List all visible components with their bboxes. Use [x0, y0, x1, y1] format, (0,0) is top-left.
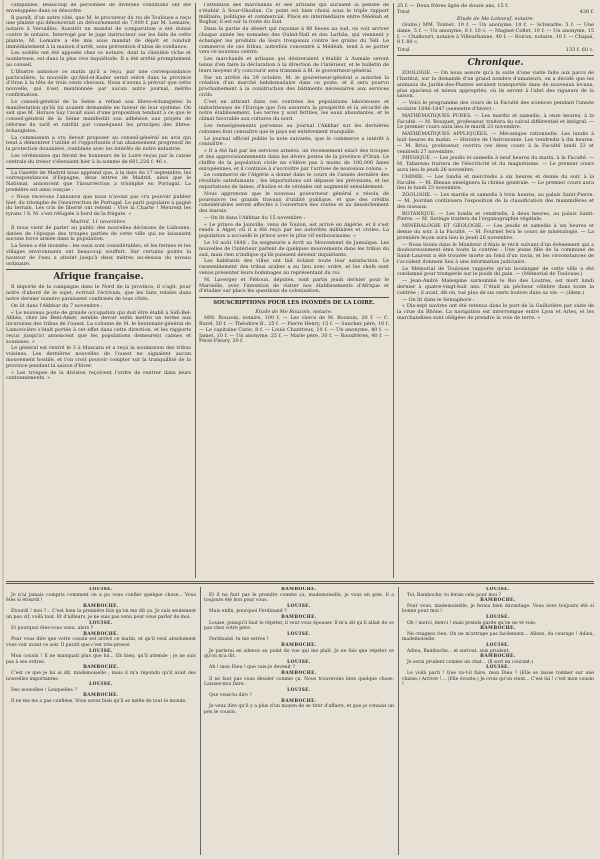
article-paragraph: MATHÉMATIQUES PURES. — Les mardis et samedis, à onze heures, à la Faculté. — M. Bouquet, professeur, traitera du calcul différentiel et intégral. — Le premier cours aura lieu le mardi 23 novembre.: [397, 112, 594, 131]
column-rule: [195, 3, 196, 578]
dialogue-line: Et pourquoi êtes-vous venu, alors ?: [11, 626, 94, 632]
divider: [199, 297, 389, 298]
speaker-name: LOUISE.: [486, 587, 510, 592]
subscription-list: MM. Rouzoin, notaire, 100 f. — Les clercs de M. Rouzoin, 20 f. — C. Burel, 50 f. — Théodore B., 25 f. — Pierre Henry, 15 f. — Sanchez père, 10 f. — Le capitaine Carie, 8 f. — Louis Chantreux, 10 f. — Un anonyme, 40 f. — Jamet, 10 f. — Un anonyme, 25 f. — Marie père, 30 f. — Rouxfrères, 40 f. — Pérat-Fleury, 20 f.: [199, 315, 389, 345]
article-paragraph: « Il a été fait par les services armées, un recensement exact des troupes et des approvisionnements dans les divers postes de la province d'Oran. Le chiffre de la population civile ne s'élève pas à moins de 100,000 âmes européennes, et il continue à s'accroître par l'arrivée de nouveaux colons. »: [199, 148, 389, 172]
speaker-name: BAMBOCHE.: [480, 654, 516, 660]
speaker-name: BAMBOCHE.: [281, 614, 317, 620]
dialogue-line: Il ne faut pas vous désoler comme ça. Nous trouverons bien quelque chose. Laissez-moi faire.: [204, 676, 394, 688]
article-paragraph: On lit dans l'Akhbar du 7 novembre :: [11, 302, 103, 309]
column-3: [397, 3, 594, 578]
article-paragraph: l'attention des marchands et des artisans qui auraient la pensée de s'établir à Sour-Ghozlan. Ce point est bien choisi sous le triple rapport militaire, politique et commercial. Placé en intermédiaire entre Médéah et Boghar, il est sur la route du Sud.: [199, 3, 389, 26]
article-paragraph: La commission a cru devoir proposer au conseil-général un avis qui tend à démontrer l'utilité et l'opportunité d'un abaissement progressif de la protection douanière, combinée avec les intérêts de notre industrie.: [6, 134, 191, 153]
article-paragraph: Par un arrêté du 29 octobre, M. le gouverneur-général a autorisé la création d'un marché hebdomadaire dans ce poste, et il sera pourvu prochainement à la construction des bâtiments nécessaires aux services civils.: [199, 74, 389, 98]
speaker-name: LOUISE.: [287, 631, 311, 637]
article-paragraph: — Voici le programme des cours de la Faculté des sciences pendant l'année scolaire 1846-1847 (semestre d'hiver) :: [397, 100, 594, 112]
article-paragraph: CHIMIE. — Les lundis et mercredis à six heures et demie du soir, à la Faculté. — M. Bineau enseignera la chimie générale. — Le premier cours aura lieu le lundi 23 novembre.: [397, 173, 594, 192]
dialogue-line: Je veux dire qu'il y a plus d'un moyen de se tirer d'affaire, et que je connais un peu le cousin.: [204, 704, 394, 716]
column-rule: [398, 587, 399, 855]
speaker-name: LOUISE.: [287, 687, 311, 693]
article-paragraph: « Les troupes de la division reçoivent l'ordre de rentrer dans leurs cantonnements. »: [6, 369, 191, 382]
article-paragraph: Les scellés ont été apposés chez ce notaire, dont la clientèle riche et nombreuse, est dans la plus vive inquiétude. Il a été arrêté promptement au conseil.: [6, 50, 191, 68]
dialogue-line: Et il ne faut pas le prendre comme ça, mademoiselle, je vous en prie. Il a toujours été bon pour vous.: [204, 592, 394, 604]
dialogue-line: Mon cousin ! Il ne manquait plus que lui... Eh bien, qu'il attende ; je ne suis pas à ses ordres.: [6, 654, 196, 665]
dialogue-line: Louise, puisqu'il faut le répéter, il veut vous épouser. Il m'a dit qu'il allait de ce pas chez votre père.: [204, 620, 394, 632]
speaker-name: LOUISE.: [89, 648, 113, 654]
speaker-name: LOUISE.: [486, 614, 510, 620]
feuilleton-column-3: [402, 587, 594, 855]
speaker-name: BAMBOCHE.: [83, 631, 119, 637]
feuilleton-rule: [6, 583, 594, 584]
subscription-list-2: (Suite.) MM. Tonnet, 10 f. — Un anonyme, 10 f. — Schwarbe, 5 f. — Une dame, 5 f. — Un anonyme, 6 f. 10 c. — Magnet-Collet, 10 f. — Un anonyme, 15 f. — Chalbourt, notaire à Villeurbanne, 40 f. — Boiron, notaire, 10 f. — Chapaï, 8 f. 80 c.: [397, 22, 594, 46]
dialogue-line: Toi, Bamboche, tu ferais cela pour moi ?: [407, 592, 501, 598]
speaker-name: LOUISE.: [89, 587, 113, 592]
dialogue-line: Étourdi ! moi ?... C'est bien la première fois qu'on me dit ça. Je suis seulement un peu vif, voilà tout. Et d'ailleurs, je ne suis pas venu pour vous parler de moi.: [6, 609, 196, 620]
dialogue-line: Il ne me les a pas confiées. Vous savez bien qu'il se méfie de tout le monde.: [11, 698, 187, 704]
dialogue-line: Pour vous dire que votre cousin est arrivé ce matin, et qu'il veut absolument vous voir avant ce soir. Il paraît que c'est très-pressé.: [6, 637, 196, 648]
article-paragraph: — Jean-André Malespine surnommé le Roi des Loutres, est mort lundi dernier à quatre-vingt-huit ans. C'était un pêcheur célèbre dans toute la contrée ; il avait, dit-on, tué plus de six cents loutres dans sa vie. — (Idem.): [397, 278, 594, 296]
speaker-name: BAMBOCHE.: [281, 670, 317, 676]
article-paragraph: Le commerce de l'Algérie a donné dans le cours de l'année dernière des résultats satisfaisants ; les importations ont dépassé les prévisions, et les exportations de laines, d'huiles et de céréales ont augmenté sensiblement.: [199, 172, 389, 190]
column-rule: [200, 587, 201, 855]
article-paragraph: Les renseignements parvenus au journal l'Akhbar sur les dernières colonnes font connaître que le pays est entièrement tranquille.: [199, 122, 389, 135]
article-paragraph: Le 10 août 1848 : Sa seigneurie a écrit au Mouvement de Jamaïque. Les nouvelles de l'intérieur parlent de quelques mouvements dans les tribus du sud, mais rien n'indique qu'ils puissent devenir inquiétants.: [199, 240, 389, 258]
speaker-name: BAMBOCHE.: [281, 698, 317, 704]
feuilleton-rule: [6, 581, 594, 582]
speaker-name: BAMBOCHE.: [281, 642, 317, 648]
subscription-title: SOUSCRIPTIONS POUR LES INONDÉS DE LA LOIRE.: [213, 300, 375, 307]
dialogue-line: Que veux-tu dire ?: [209, 693, 252, 699]
article-paragraph: Le conseil-général de la Seine a refusé aux libres-échangistes la manifestation qu'ils lui avaient demandée en faveur de leur système. On sait que M. Horace Say l'avait saisi d'une proposition tendant à ce que le conseil-général de la Seine manifestât son adhésion aux projets de réforme du tarif et ratifiât par conséquent les principes des libres-échangistes.: [6, 98, 191, 134]
article-paragraph: campables. Beaucoup de personnes de diverses conditions ont été enveloppées dans ce désordre.: [6, 3, 191, 14]
speaker-name: LOUISE.: [287, 603, 311, 609]
speaker-name: BAMBOCHE.: [83, 603, 119, 609]
article-paragraph: Le Mémorial de Toulouse rapporte qu'un boulanger de cette ville a été condamné pour tromperie sur le poids du pain. — (Mémorial de Toulouse.): [397, 265, 594, 278]
feuilleton-column-1: [6, 587, 196, 855]
article-paragraph: Les marchands et artisans qui désireraient s'établir à Aumale seront tenus d'en faire la déclaration à la direction de l'intérieur, et le bulletin de leurs moyens d'y concourir sera transmis à M. le gouverneur-général.: [199, 56, 389, 74]
speaker-name: LOUISE.: [287, 659, 311, 665]
speaker-name: LOUISE.: [89, 620, 113, 626]
article-paragraph: « Le nouveau poste de grande occupation qui doit être établi à Sidi-Bel-Abbès, chez les Beni-Amer, semble devoir enfin mettre un terme aux incursions des tribus de l'ouest. La colonne de M. le lieutenant-général de Lamoricière s'était portée à cet effet dans cette direction, et les rapports reçus jusqu'ici annoncent que les populations demeurent calmes et soumises. »: [6, 309, 191, 345]
article-paragraph: L'Illustre annonce ce matin qu'il a reçu, par une correspondance particulière, la nouvelle qu'Abd-el-Kader serait entré dans la province d'Oran à la tête de trois cents chevaux. Nous n'avons à prévoir que cette nouvelle, qui n'est mentionnée par aucun autre journal, mérite confirmation.: [6, 68, 191, 98]
article-paragraph: Nous apprenons que le nouveau gouverneur général a résolu de poursuivre les grands travaux d'utilité publique, et que des crédits considérables seront affectés à l'ouverture des routes et au dessèchement des marais.: [199, 190, 389, 215]
article-paragraph: M. Laverger et Piétoun, députés, sont partis jeudi dernier pour le Marseille, avec l'intention de visiter nos établissements d'Afrique et d'étudier sur place les questions de colonisation.: [199, 276, 389, 295]
speaker-name: BAMBOCHE.: [83, 693, 119, 699]
section-title-chronique: Chronique.: [467, 58, 524, 69]
zoologie-paragraph: ZOOLOGIE. — On nous assure qu'à la suite d'une visite faite aux parcs de l'Institut, sur la demande d'un grand nombre d'amateurs, on a décidé que les animaux du Jardin-des-Plantes seraient transportés dans de nouveaux locaux, plus spacieux et mieux appropriés, où ils seront à l'abri des rigueurs de la saison.: [397, 70, 594, 100]
divider: [397, 55, 594, 56]
divider: [6, 269, 191, 270]
dialogue-line: Je parlerai en silence au point de vue qui me plaît. Je ne fais que répéter ce qu'on m'a dit.: [204, 648, 394, 660]
subscription-line: 25 f. — Deux frères âgés de douze ans, 15 f.: [397, 3, 509, 9]
article-paragraph: PHYSIQUE. — Les jeudis et samedis à neuf heures du matin, à la Faculté. — M. Tabareau traitera de l'électricité et du magnétisme. — Le premier cours aura lieu le jeudi 26 novembre.: [397, 155, 594, 173]
article-paragraph: La Gazette de Madrid nous apprend que, à la date du 17 septembre, les correspondances d'Espagne, deux lettres de Madrid, ainsi que le National, annoncent que l'insurrection a triomphé en Portugal. La première est ainsi conçue :: [6, 169, 191, 193]
speaker-name: BAMBOCHE.: [281, 587, 317, 592]
speaker-name: BAMBOCHE.: [480, 626, 516, 632]
speaker-name: LOUISE.: [486, 642, 510, 648]
dialogue-line: Mais enfin, pourquoi Ferdinand ?: [209, 609, 287, 615]
article-paragraph: Dans la partie du désert qui rayonne à 80 lieues au sud, on voit arriver chaque année les nomades des Ouled-Naïl et des Larbâa, qui viennent y échanger les produits de leurs troupeaux contre les grains du Tell. Le commerce de ces tribus, autrefois concentré à Médéah, tend à se porter vers ce nouveau centre.: [199, 26, 389, 56]
total-line-2: Total 133 f. 60 c.: [397, 47, 594, 54]
column-1: [6, 3, 191, 578]
column-rule: [393, 3, 394, 578]
article-paragraph: BOTANIQUE. — Les lundis et vendredis, à deux heures, au palais Saint-Pierre. — M. Seringe traitera de l'organographie végétale.: [397, 210, 594, 223]
article-paragraph: — On lit dans le Sémaphore :: [402, 296, 475, 303]
speaker-name: BAMBOCHE.: [480, 598, 516, 604]
article-paragraph: Il importe de la campagne dans le Nord de la province, il s'agit, pour notre d'abord de le sujet, écrivait l'écrivain, que les faits relatés dans notre dernier numéro paraissent confirmés de tous côtés.: [6, 284, 191, 303]
column-2: [199, 3, 389, 578]
article-paragraph: — Nous lisons dans le Moniteur d'Alais le récit suivant d'un évènement qui a douloureusement ému toute la contrée : Une jeune fille de la commune de Saint-Laurent a été trouvée morte au fond d'un ravin, et les circonstances de l'accident donnent lieu à une information judiciaire.: [397, 241, 594, 265]
speaker-name: LOUISE.: [89, 682, 113, 688]
article-paragraph: Il paraît, d'un autre côté, que M. le procureur du roi de Toulouse a reçu une plainte qui dénoncerait un détournement de 7,000 f. par M. Lemaire, notaire à Versailles. Aussitôt un mandat de comparution a été donné contre le notaire. Interrogé par le juge instructeur sur les faits de cette plainte, M. Lemaire a été mis sous mandat de dépôt et conduit immédiatement à la maison d'arrêt, sous prévention d'abus de confiance.: [6, 14, 191, 50]
article-paragraph: Les habitants des villes ont fait éclater toute leur satisfaction. Le rassemblement des tribus arabes a eu lieu avec ordre, et les chefs sont venus présenter leurs hommages au représentant du roi.: [199, 258, 389, 277]
dialogue-line: Des nouvelles ! Lesquelles ?: [11, 687, 77, 693]
page-binding-edge: [2, 0, 4, 859]
feuilleton-column-2: [204, 587, 394, 855]
section-title-afrique: Afrique française.: [53, 272, 144, 283]
article-paragraph: « Dix-sept navires ont été retenus dans le port de la Guillotière par suite de la crue du Rhône. La navigation est interrompue entre Lyon et Arles, et les marchandises sont obligées de prendre la voie de terre. »: [397, 303, 594, 322]
article-paragraph: La Seine a été inondée : les eaux sont considérables, et les fermes et les villages environnants ont beaucoup souffert. Sur certains points la hauteur de l'eau a atteint jusqu'à deux mètres au-dessus du niveau ordinaire.: [6, 243, 191, 267]
article-paragraph: MATHÉMATIQUES APPLIQUÉES. — Mécanique rationnelle. Les lundis à huit heures du matin. — Histoire de l'Astronomie. Les vendredis à dix heures. — M. Brioi, professeur, ouvrira ces deux cours à la Faculté lundi 23 et vendredi 27 novembre.: [397, 131, 594, 155]
total-line: Total 430 f.: [397, 9, 594, 15]
dialogue-line: Je serai prudent comme un chat... (Il sort en courant.): [407, 659, 534, 665]
article-paragraph: MINÉRALOGIE ET GÉOLOGIE. — Les jeudis et samedis à six heures et demie du soir, à la Faculté. — M. Fournet fera le cours de minéralogie. — La première leçon aura lieu le jeudi 26 novembre.: [397, 223, 594, 241]
dialogue-line: Oh ! merci, merci ! mais prends garde qu'on ne te voie.: [407, 620, 537, 626]
article-paragraph: ZOOLOGIE. — Les mardis et samedis à trois heures, au palais Saint-Pierre. — M. Jourdan continuera l'exposition de la classification des mammifères et des oiseaux.: [397, 192, 594, 210]
speaker-name: LOUISE.: [486, 665, 510, 671]
speaker-name: BAMBOCHE.: [83, 665, 119, 671]
dialogue-line: Le voilà parti ! Que va-t-il faire, mon Dieu ? (Elle se laisse tomber sur une chaise.) Arriver !... (Elle écoute.) Je crois qu'on vient... C'est lui ! c'est mon cousin !: [402, 670, 594, 688]
divider: [6, 168, 191, 169]
dialogue-line: C'est ce que je lui ai dit, mademoiselle ; mais il m'a répondu qu'il avait des nouvelles importantes.: [6, 670, 196, 682]
article-paragraph: « Le prince de Joinville, venu de Toulon, est arrivé en Algérie, et il s'est rendu à Alger, où il a été reçu par les autorités militaires et civiles. La population a accueilli le prince avec le plus vif enthousiasme. »: [199, 221, 389, 240]
article-paragraph: Les cérémonies qui feront les honneurs de la Loire reçus par la caisse centrale du trésor s'élevaient hier à la somme de 601,226 f. 46 c.: [6, 152, 191, 165]
subscription-subtitle: Étude de Me Rouzoin, notaire.: [255, 309, 333, 316]
dialogue-line: Adieu, Bamboche... et surtout, sois prudent.: [407, 648, 510, 654]
dialogue-line: Ah ! mon Dieu ! que vais-je devenir ?: [209, 665, 296, 671]
article-paragraph: — On lit dans l'Akhbar du 15 novembre :: [204, 214, 306, 221]
dialogue-line: Je n'ai jamais compris comment on a pu vous confier quelque chose... Vous êtes si étourdi !: [6, 592, 196, 604]
article-paragraph: Le journal officiel publie la note suivante, que le commerce a intérêt à connaître :: [199, 135, 389, 148]
dialogue-line: Pour vous, mademoiselle, je ferais bien davantage. Vous avez toujours été si bonne pour moi !: [402, 603, 594, 615]
dateline: Madrid, 11 novembre.: [70, 218, 127, 225]
article-paragraph: « Nous recevons l'annonce que nous n'avons pas cru pouvoir publier hier, du triomphe de l'insurrection de Portugal. Le parti populaire a gagné du terrain. Les cris de liberté ont retenti : Vive la Charte ! Meurent les tyrans ! S. M. s'est réfugiée à bord de la frégate. »: [6, 193, 191, 218]
article-paragraph: Le général est rentré le 3 à Mascara et a reçu la soumission des tribus voisines. Les dernières nouvelles de l'ouest ne signalent aucun mouvement hostile, et l'on croit pouvoir compter sur la tranquillité de la province pendant la saison d'hiver.: [6, 345, 191, 369]
article-paragraph: C'est en attirant dans ces contrées les populations laborieuses et industrieuses de l'Europe que l'on assurera la prospérité et la sécurité de notre établissement. Les terres y sont fertiles, les eaux abondantes, et le climat favorable aux cultures du nord.: [199, 98, 389, 123]
dialogue-line: Ferdinand, tu me serres !: [209, 637, 269, 643]
etude-subtitle: Étude de Me Leboeuf, notaire.: [456, 16, 535, 22]
article-paragraph: Il nous vient de parler au public des nouvelles décisions de Lisbonne, datées de l'époque des troupes parties de cette ville qui ne laissaient aucune force armée dans la population.: [6, 224, 191, 243]
dialogue-line: Ne craignez rien. On ne m'attrape pas facilement... Allons, du courage ! Adieu, mademoiselle.: [402, 631, 594, 643]
